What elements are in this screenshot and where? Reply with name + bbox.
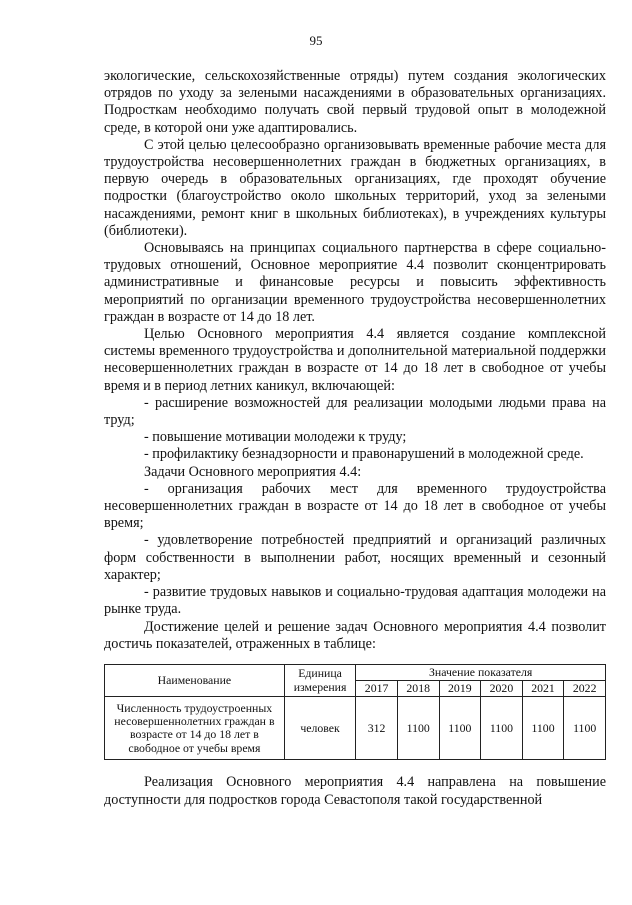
year-header: 2021 [522,681,564,697]
year-header: 2018 [397,681,439,697]
paragraph: С этой целью целесообразно организовывать временные рабочие места для трудоустройства несовершеннолетних граждан в бюджетных организациях, в первую очередь в образовательных организациях, где проходят обучение подростки (благоустройство около школьных территорий, уход за зелеными насаждениями, ремонт книг в школьных библиотеках), в учреждениях культуры (библиотеки). [104,136,606,239]
table-row [105,697,606,760]
row-unit: человек [284,697,356,760]
year-header: 2022 [564,681,606,697]
header-unit: Единица измерения [284,664,356,696]
row-value: 1100 [397,697,439,760]
header-name: Наименование [105,664,285,696]
row-value: 1100 [522,697,564,760]
paragraph: Задачи Основного мероприятия 4.4: [144,463,362,480]
paragraph: Достижение целей и решение задач Основного мероприятия 4.4 позволит достичь показателей, отраженных в таблице: [104,618,606,652]
year-header: 2019 [439,681,481,697]
row-name: Численность трудоустроенных несовершеннолетних граждан в возрасте от 14 до 18 лет в свободное от учебы время [105,697,285,760]
page-number: 95 [309,33,323,48]
list-item: - организация рабочих мест для временного трудоустройства несовершеннолетних граждан в возрасте от 14 до 18 лет в свободное от учебы время; [104,480,606,532]
year-header: 2020 [481,681,523,697]
list-item: - расширение возможностей для реализации молодыми людьми права на труд; [104,394,606,429]
row-value: 1100 [564,697,606,760]
row-value: 1100 [439,697,481,760]
paragraph: Основываясь на принципах социального партнерства в сфере социально-трудовых отношений, Основное мероприятие 4.4 позволит сконцентрировать административные и финансовые ресурсы и повысить эффективность мероприятий по организации временного трудоустройства несовершеннолетних граждан в возрасте от 14 до 18 лет. [104,240,606,325]
paragraph: Целью Основного мероприятия 4.4 является создание комплексной системы временного трудоустройства и дополнительной материальной поддержки несовершеннолетних граждан в возрасте от 14 до 18 лет в свободное от учебы время и в период летних каникул, включающей: [104,326,606,394]
list-item: - удовлетворение потребностей предприятий и организаций различных форм собственности в выполнении работ, носящих временный и сезонный характер; [104,532,606,583]
list-item: - развитие трудовых навыков и социально-трудовая адаптация молодежи на рынке труда. [104,584,606,618]
paragraph: экологические, сельскохозяйственные отряды) путем создания экологических отрядов по уходу за зелеными насаждениями в образовательных организациях. Подросткам необходимо получать свой первый трудовой опыт в молодежной среде, в которой они уже адаптировались. [104,68,606,136]
closing-paragraph: Реализация Основного мероприятия 4.4 направлена на повышение доступности для подростков города Севастополя такой государственной [104,774,606,808]
list-item: - повышение мотивации молодежи к труду; [144,429,407,446]
row-value: 1100 [481,697,523,760]
year-header: 2017 [356,681,398,697]
header-value: Значение показателя [356,664,606,680]
list-item: - профилактику безнадзорности и правонарушений в молодежной среде. [144,446,584,463]
document-body [104,68,606,809]
row-value: 312 [356,697,398,760]
indicator-table [104,664,606,760]
table-header-row [105,664,606,680]
